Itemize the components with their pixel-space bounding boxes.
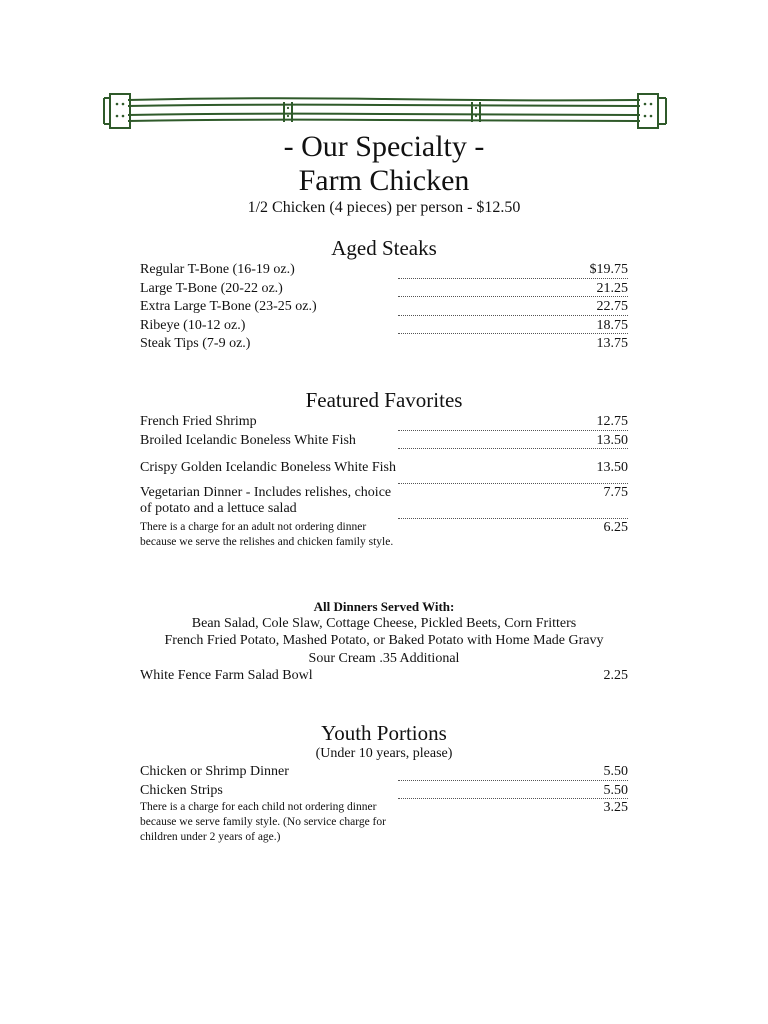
specialty-subtitle: 1/2 Chicken (4 pieces) per person - $12.50 [247,199,521,216]
youth-portions-list [140,763,628,846]
section-title-aged-steaks: Aged Steaks [331,236,437,260]
item-name: Ribeye (10-12 oz.) [140,317,246,333]
menu-item [140,667,628,685]
salad-list [140,667,628,685]
dinners-sides-line-2: French Fried Potato, Mashed Potato, or Baked Potato with Home Made Gravy [164,633,604,648]
dinners-heading: All Dinners Served With: [313,599,455,614]
item-name: Chicken Strips [140,782,223,798]
item-name: Regular T-Bone (16-19 oz.) [140,262,295,278]
menu-item [140,782,628,801]
item-price: 6.25 [603,520,628,535]
menu-item [140,280,628,299]
item-price: 5.50 [603,764,628,780]
fence-illustration [100,88,670,134]
item-name: Steak Tips (7-9 oz.) [140,336,251,352]
item-price: 2.25 [603,668,628,683]
dotted-leader [398,315,628,316]
dotted-leader [398,333,628,334]
item-note: There is a charge for each child not ordering dinner because we serve family style. (No service charge for children under 2 years of age.) [140,801,386,843]
aged-steaks-list [140,261,628,354]
menu-item [140,763,628,782]
item-name: Large T-Bone (20-22 oz.) [140,280,283,296]
dotted-leader [398,518,628,519]
item-price: 13.50 [596,459,628,475]
dotted-leader [398,430,628,431]
menu-item [140,485,628,520]
item-price: 5.50 [603,782,628,798]
dinners-sides-line-1: Bean Salad, Cole Slaw, Cottage Cheese, Pickled Beets, Corn Fritters [191,616,577,631]
youth-subtitle: (Under 10 years, please) [315,746,453,761]
item-note: There is a charge for an adult not ordering dinner because we serve the relishes and chicken family style. [140,521,394,548]
menu-item-note [140,800,628,846]
item-price: 21.25 [596,280,628,296]
item-price: 22.75 [596,299,628,315]
dotted-leader [398,448,628,449]
specialty-heading: - Our Specialty - [283,130,485,163]
item-name: French Fried Shrimp [140,414,257,430]
item-price: 18.75 [596,317,628,333]
menu-item [140,317,628,336]
item-name: White Fence Farm Salad Bowl [140,668,313,683]
item-price: 13.75 [596,336,628,352]
item-price: 13.50 [596,432,628,448]
dotted-leader [398,798,628,799]
item-name: Chicken or Shrimp Dinner [140,764,289,780]
dotted-leader [398,780,628,781]
item-name: Extra Large T-Bone (23-25 oz.) [140,299,317,315]
dotted-leader [398,483,628,484]
section-title-youth-portions: Youth Portions [321,721,447,745]
item-price: 3.25 [603,800,628,815]
menu-item [140,450,628,485]
item-price: 7.75 [603,485,628,500]
menu-item [140,335,628,354]
item-name: Crispy Golden Icelandic Boneless White Fish [140,459,396,475]
item-price: 12.75 [596,414,628,430]
menu-item [140,413,628,432]
menu-item [140,298,628,317]
menu-item-note [140,520,628,566]
section-title-featured-favorites: Featured Favorites [305,388,463,412]
menu-item [140,261,628,280]
dinners-sides-line-3: Sour Cream .35 Additional [308,651,460,666]
item-name: Vegetarian Dinner - Includes relishes, choice of potato and a lettuce salad [140,485,392,516]
dotted-leader [398,278,628,279]
item-name: Broiled Icelandic Boneless White Fish [140,432,356,448]
menu-item [140,432,628,451]
specialty-dish: Farm Chicken [298,164,470,197]
featured-favorites-list [140,413,628,566]
item-price: $19.75 [589,262,628,278]
dotted-leader [398,296,628,297]
